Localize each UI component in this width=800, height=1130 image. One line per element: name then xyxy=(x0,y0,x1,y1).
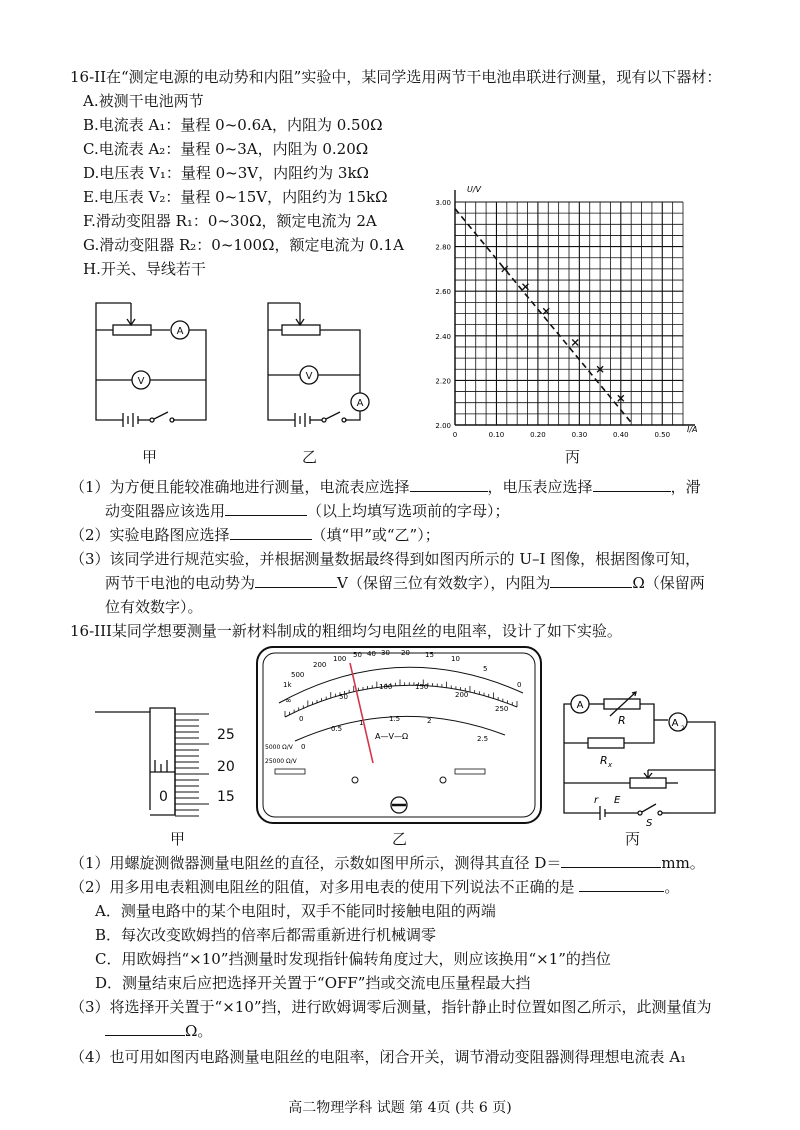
meter-ohm-1k: 1k xyxy=(283,681,292,689)
meter-spec-1: 5000 Ω/V xyxy=(265,744,293,751)
x-tick-label: 0 xyxy=(452,431,458,439)
question-3-end: 位有效数字）。 xyxy=(105,598,203,616)
answer-blank[interactable] xyxy=(593,477,671,492)
circuit-a1-label: A xyxy=(576,700,584,711)
ui-graph xyxy=(425,180,705,445)
answer-blank[interactable] xyxy=(561,853,661,868)
meter-ac-2: 2 xyxy=(427,717,432,725)
option-a: A．测量电路中的某个电阻时，双手不能同时接触电阻的两端 xyxy=(95,902,496,920)
meter-ohm-100: 100 xyxy=(333,655,347,663)
meter-ohm-0: 0 xyxy=(517,681,522,689)
y-tick-label: 2.20 xyxy=(435,377,451,386)
equipment-item: A.被测干电池两节 xyxy=(83,92,204,110)
question-3-1: （1）用螺旋测微器测量电阻丝的直径，示数如图甲所示，测得其直径 D＝ mm。 xyxy=(70,854,705,872)
circuit-e-label: E xyxy=(614,795,621,806)
figure-label-yi: 乙 xyxy=(302,448,318,466)
question-1-cont: 动变阻器应该选用 （以上均填写选项前的字母）； xyxy=(105,502,510,520)
circuit-a2-sub: 2 xyxy=(681,725,685,732)
micrometer-tick-15: 15 xyxy=(217,789,235,805)
answer-blank[interactable] xyxy=(230,525,312,540)
answer-blank[interactable] xyxy=(579,877,664,892)
x-tick-label: 0.20 xyxy=(530,431,546,439)
micrometer-tick-25: 25 xyxy=(217,727,235,743)
equipment-item: F.滑动变阻器 R₁：0~30Ω，额定电流为 2A xyxy=(83,212,377,230)
chart-fit-line xyxy=(455,209,633,425)
circuit-rx-label: R xyxy=(600,754,608,767)
meter-ac-1.5: 1.5 xyxy=(389,715,401,723)
svg-text:V: V xyxy=(137,376,145,387)
question-1: （1）为方便且能较准确地进行测量，电流表应选择 ，电压表应选择 ，滑 xyxy=(70,478,701,496)
equipment-item: G.滑动变阻器 R₂：0~100Ω，额定电流为 0.1A xyxy=(83,236,404,254)
answer-blank[interactable] xyxy=(550,573,632,588)
answer-blank[interactable] xyxy=(255,573,337,588)
question-16-3-intro: 16-III某同学想要测量一新材料制成的粗细均匀电阻丝的电阻率，设计了如下实验。 xyxy=(70,622,622,640)
equipment-item: D.电压表 V₁：量程 0~3V，内阻约为 3kΩ xyxy=(83,164,369,182)
equipment-item: B.电流表 A₁：量程 0~0.6A，内阻为 0.50Ω xyxy=(83,116,383,134)
equipment-item: C.电流表 A₂：量程 0~3A，内阻为 0.20Ω xyxy=(83,140,369,158)
question-3: （3）该同学进行规范实验，并根据测量数据最终得到如图丙所示的 U–I 图像，根据图像可知， xyxy=(70,550,701,568)
chart-grid xyxy=(455,190,695,425)
figure-label-yi-2: 乙 xyxy=(392,830,408,848)
meter-ohm-inf: ∞ xyxy=(285,696,292,705)
figure-label-bing: 丙 xyxy=(565,448,581,466)
micrometer-diagram xyxy=(95,700,255,820)
chart-fit-line xyxy=(455,209,633,425)
page-footer: 高二物理学科 试题 第 4页 (共 6 页) xyxy=(288,1100,512,1116)
equipment-item: H.开关、导线若干 xyxy=(83,260,206,278)
meter-ohm-40: 40 xyxy=(367,650,376,658)
circuit-a2-label: A xyxy=(671,718,679,729)
figure-label-jia-2: 甲 xyxy=(170,830,186,848)
meter-ohm-20: 20 xyxy=(401,649,410,657)
meter-ac-0: 0 xyxy=(301,743,306,751)
micrometer-tick-20: 20 xyxy=(217,759,235,775)
svg-text:A: A xyxy=(176,326,184,337)
question-3-2: （2）用多用电表粗测电阻丝的阻值，对多用电表的使用下列说法不正确的是 。 xyxy=(70,878,680,896)
x-tick-label: 0.30 xyxy=(571,431,588,439)
question-3-4: （4）也可用如图丙电路测量电阻丝的电阻率，闭合开关，调节滑动变阻器测得理想电流表 A₁ xyxy=(70,1048,687,1066)
meter-ac-1: 1 xyxy=(359,719,364,727)
multimeter-diagram xyxy=(255,645,543,825)
answer-blank[interactable] xyxy=(225,501,307,516)
meter-spec-2: 25000 Ω/V xyxy=(265,758,297,765)
question-16-2-intro: 16-II在“测定电源的电动势和内阻”实验中，某同学选用两节干电池串联进行测量，现有以下器材： xyxy=(70,68,722,86)
equipment-item: E.电压表 V₂：量程 0~15V，内阻约为 15kΩ xyxy=(83,188,388,206)
meter-dc-100: 100 xyxy=(379,683,393,691)
micrometer-zero: 0 xyxy=(159,789,168,805)
meter-dc-0: 0 xyxy=(299,715,304,723)
option-c: C．用欧姆挡“×10”挡测量时发现指针偏转角度过大，则应该换用“×1”的挡位 xyxy=(95,950,611,968)
meter-dc-50: 50 xyxy=(339,693,348,701)
meter-ohm-15: 15 xyxy=(425,651,434,659)
meter-ohm-5: 5 xyxy=(483,665,488,673)
circuit-s-label: S xyxy=(646,818,653,828)
y-tick-label: 2.60 xyxy=(435,288,451,297)
circuit-r-internal-label: r xyxy=(594,795,599,806)
meter-ohm-30: 30 xyxy=(381,649,390,657)
svg-text:A: A xyxy=(356,398,364,409)
data-point xyxy=(572,339,578,345)
option-b: B．每次改变欧姆挡的倍率后都需重新进行机械调零 xyxy=(95,926,437,944)
meter-ac-2.5: 2.5 xyxy=(477,735,489,743)
circuit-rx-sub: x xyxy=(608,761,613,769)
option-d: D．测量结束后应把选择开关置于“OFF”挡或交流电压量程最大挡 xyxy=(95,974,531,992)
x-tick-label: 0.10 xyxy=(488,431,505,439)
meter-ac-0.5: 0.5 xyxy=(331,725,343,733)
figure-label-bing-2: 丙 xyxy=(625,830,641,848)
circuit-jia-diagram xyxy=(88,295,218,445)
meter-dc-150: 150 xyxy=(415,683,429,691)
figure-label-jia: 甲 xyxy=(142,448,158,466)
meter-ohm-500: 500 xyxy=(291,671,305,679)
meter-dc-250: 250 xyxy=(495,705,509,713)
question-3-3: （3）将选择开关置于“×10”挡，进行欧姆调零后测量，指针静止时位置如图乙所示，此测量值为 xyxy=(70,998,712,1016)
meter-ohm-200: 200 xyxy=(313,661,327,669)
chart-ylabel: U/V xyxy=(467,185,482,194)
meter-center-label: A—V—Ω xyxy=(375,732,409,741)
question-3-cont: 两节干电池的电动势为 V（保留三位有效数字），内阻为 Ω（保留两 xyxy=(105,574,705,592)
circuit-yi-diagram xyxy=(260,295,380,445)
meter-ohm-10: 10 xyxy=(451,655,460,663)
chart-xlabel: I/A xyxy=(687,425,698,434)
question-3-3-cont: Ω。 xyxy=(105,1020,212,1041)
svg-text:V: V xyxy=(305,371,313,382)
y-tick-label: 2.40 xyxy=(435,332,451,341)
y-tick-label: 3.00 xyxy=(435,199,451,207)
meter-ohm-50: 50 xyxy=(353,651,362,659)
meter-dc-200: 200 xyxy=(455,691,469,699)
x-tick-label: 0.50 xyxy=(654,431,671,439)
circuit-r-label: R xyxy=(618,714,626,727)
x-tick-label: 0.40 xyxy=(613,431,629,439)
y-tick-label: 2.00 xyxy=(435,422,451,430)
circuit-bing-diagram xyxy=(560,688,730,828)
answer-blank[interactable] xyxy=(410,477,488,492)
y-tick-label: 2.80 xyxy=(435,243,451,252)
answer-blank[interactable] xyxy=(105,1021,185,1036)
question-2: （2）实验电路图应选择 （填“甲”或“乙”）； xyxy=(70,526,440,544)
